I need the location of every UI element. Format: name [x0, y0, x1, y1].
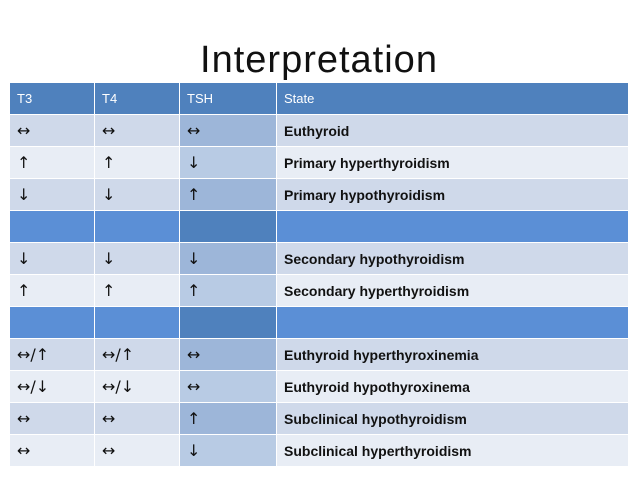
- table-row: [10, 115, 628, 147]
- tsh-cell: ↑: [180, 275, 277, 307]
- state-cell: Euthyroid hyperthyroxinemia: [277, 339, 628, 371]
- tsh-cell: ↔: [180, 115, 277, 147]
- table-row: [10, 179, 628, 211]
- t3-cell: ↔: [10, 435, 95, 467]
- t3-cell: ↑: [10, 147, 95, 179]
- state-cell: Euthyroid hypothyroxinema: [277, 371, 628, 403]
- header-state: State: [277, 83, 628, 115]
- table-row: [10, 403, 628, 435]
- t4-cell: ↔/↑: [95, 339, 180, 371]
- state-cell: [277, 211, 628, 243]
- t4-cell: ↔: [95, 435, 180, 467]
- tsh-cell: ↓: [180, 147, 277, 179]
- tsh-cell: ↔: [180, 371, 277, 403]
- t3-cell: ↔/↓: [10, 371, 95, 403]
- state-cell: [277, 307, 628, 339]
- separator-row: [10, 211, 628, 243]
- t3-cell: ↓: [10, 243, 95, 275]
- state-cell: Subclinical hyperthyroidism: [277, 435, 628, 467]
- t3-cell: ↔: [10, 115, 95, 147]
- t4-cell: ↑: [95, 275, 180, 307]
- tsh-cell: ↓: [180, 243, 277, 275]
- table-row: [10, 243, 628, 275]
- t4-cell: ↔: [95, 403, 180, 435]
- header-tsh: TSH: [180, 83, 277, 115]
- state-cell: Secondary hyperthyroidism: [277, 275, 628, 307]
- t3-cell: [10, 211, 95, 243]
- table-row: [10, 435, 628, 467]
- tsh-cell: ↑: [180, 179, 277, 211]
- header-t3: T3: [10, 83, 95, 115]
- state-cell: Primary hypothyroidism: [277, 179, 628, 211]
- table-header-row: [10, 83, 628, 115]
- t3-cell: ↓: [10, 179, 95, 211]
- t4-cell: [95, 307, 180, 339]
- t3-cell: ↔: [10, 403, 95, 435]
- tsh-cell: [180, 211, 277, 243]
- header-t4: T4: [95, 83, 180, 115]
- state-cell: Primary hyperthyroidism: [277, 147, 628, 179]
- state-cell: Secondary hypothyroidism: [277, 243, 628, 275]
- t4-cell: ↓: [95, 243, 180, 275]
- t4-cell: ↔: [95, 115, 180, 147]
- t3-cell: [10, 307, 95, 339]
- t4-cell: [95, 211, 180, 243]
- state-cell: Euthyroid: [277, 115, 628, 147]
- table-row: [10, 147, 628, 179]
- separator-row: [10, 307, 628, 339]
- table-row: [10, 275, 628, 307]
- t4-cell: ↑: [95, 147, 180, 179]
- t3-cell: ↔/↑: [10, 339, 95, 371]
- table-row: [10, 371, 628, 403]
- state-cell: Subclinical hypothyroidism: [277, 403, 628, 435]
- page-title: Interpretation: [200, 39, 438, 81]
- tsh-cell: ↑: [180, 403, 277, 435]
- interpretation-table: [10, 83, 628, 467]
- tsh-cell: ↔: [180, 339, 277, 371]
- tsh-cell: [180, 307, 277, 339]
- t4-cell: ↔/↓: [95, 371, 180, 403]
- t3-cell: ↑: [10, 275, 95, 307]
- tsh-cell: ↓: [180, 435, 277, 467]
- t4-cell: ↓: [95, 179, 180, 211]
- table-row: [10, 339, 628, 371]
